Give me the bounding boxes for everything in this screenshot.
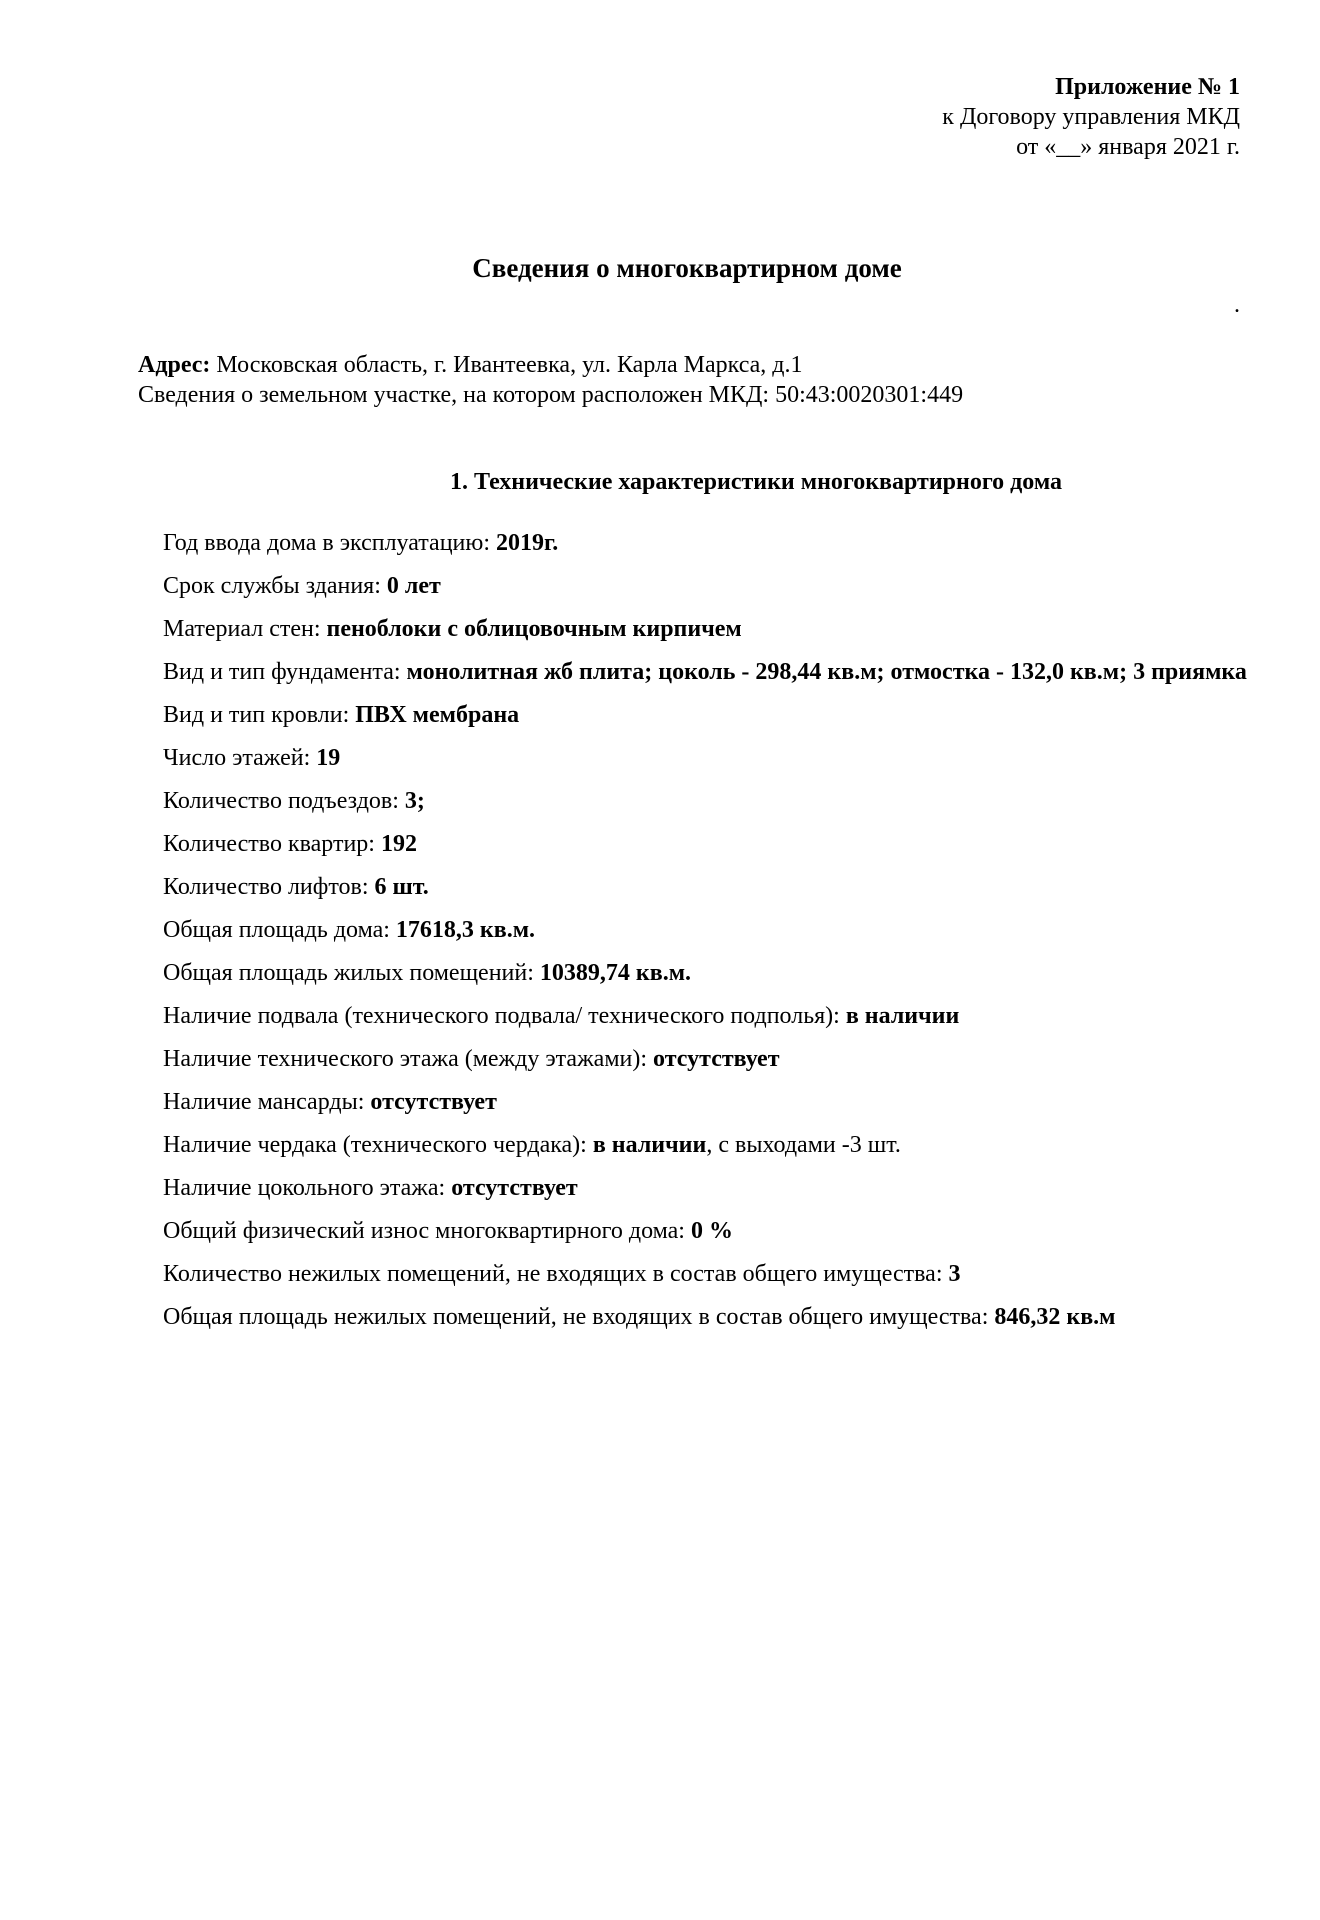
- address-block: [138, 350, 963, 410]
- address-value: Московская область, г. Ивантеевка, ул. Карла Маркса, д.1: [210, 352, 803, 378]
- list-item: [138, 1087, 1248, 1117]
- list-item: [138, 786, 1248, 816]
- list-item: [138, 1173, 1248, 1203]
- list-item: [138, 528, 1248, 558]
- list-item: [138, 1259, 1248, 1289]
- item-value: в наличии: [592, 1132, 707, 1158]
- item-label: Материал стен:: [163, 616, 327, 642]
- list-item: [138, 915, 1248, 945]
- list-item: [138, 571, 1248, 601]
- list-item: [138, 743, 1248, 773]
- item-value: 846,32 кв.м: [994, 1304, 1116, 1330]
- item-label: Наличие технического этажа (между этажами):: [163, 1046, 654, 1072]
- item-value: 3;: [404, 788, 425, 814]
- item-value: пеноблоки с облицовочным кирпичем: [326, 616, 742, 642]
- appendix-contract-line: к Договору управления МКД: [942, 104, 1240, 130]
- item-label: Общая площадь дома:: [163, 917, 396, 943]
- item-label: Год ввода дома в эксплуатацию:: [163, 530, 496, 556]
- section-title: 1. Технические характеристики многоквартирного дома: [449, 469, 1063, 495]
- item-label: Количество лифтов:: [163, 874, 375, 900]
- item-suffix: , с выходами -3 шт.: [706, 1132, 901, 1158]
- list-item: [138, 958, 1248, 988]
- list-item: [138, 1130, 1248, 1160]
- item-value: 2019г.: [496, 530, 559, 556]
- item-label: Наличие подвала (технического подвала/ технического подполья):: [163, 1003, 846, 1029]
- list-item: [138, 1302, 1248, 1332]
- characteristics-list: [138, 528, 1248, 1345]
- item-label: Количество квартир:: [163, 831, 381, 857]
- item-label: Срок службы здания:: [163, 573, 387, 599]
- item-label: Наличие цокольного этажа:: [163, 1175, 452, 1201]
- item-label: Общая площадь нежилых помещений, не входящих в состав общего имущества:: [163, 1304, 995, 1330]
- stray-dot: .: [1234, 292, 1240, 318]
- item-value: 192: [380, 831, 417, 857]
- item-label: Количество подъездов:: [163, 788, 405, 814]
- list-item: [138, 1216, 1248, 1246]
- list-item: [138, 700, 1248, 730]
- appendix-number: Приложение № 1: [1055, 74, 1240, 100]
- land-plot-label: Сведения о земельном участке, на котором расположен МКД:: [138, 382, 776, 408]
- item-value: 0 лет: [386, 573, 441, 599]
- land-plot-line: [138, 380, 963, 410]
- item-label: Наличие чердака (технического чердака):: [163, 1132, 593, 1158]
- list-item: [138, 614, 1248, 644]
- item-value: 17618,3 кв.м.: [395, 917, 536, 943]
- item-value: отсутствует: [451, 1175, 578, 1201]
- item-label: Вид и тип фундамента:: [163, 659, 407, 685]
- item-label: Наличие мансарды:: [163, 1089, 371, 1115]
- address-label: Адрес:: [138, 352, 211, 378]
- item-label: Число этажей:: [163, 745, 317, 771]
- item-value: 6 шт.: [374, 874, 429, 900]
- item-label: Общая площадь жилых помещений:: [163, 960, 540, 986]
- list-item: [138, 829, 1248, 859]
- item-value: монолитная жб плита; цоколь - 298,44 кв.м; отмостка - 132,0 кв.м; 3 приямка: [406, 659, 1247, 685]
- item-label: Вид и тип кровли:: [163, 702, 356, 728]
- list-item: [138, 657, 1248, 687]
- item-value: 10389,74 кв.м.: [539, 960, 692, 986]
- item-value: отсутствует: [653, 1046, 780, 1072]
- document-title: Сведения о многоквартирном доме: [472, 253, 902, 283]
- land-plot-number: 50:43:0020301:449: [775, 382, 964, 408]
- list-item: [138, 872, 1248, 902]
- item-value: 19: [316, 745, 341, 771]
- item-value: отсутствует: [370, 1089, 497, 1115]
- item-label: Общий физический износ многоквартирного дома:: [163, 1218, 691, 1244]
- item-value: ПВХ мембрана: [355, 702, 520, 728]
- list-item: [138, 1044, 1248, 1074]
- item-label: Количество нежилых помещений, не входящих в состав общего имущества:: [163, 1261, 949, 1287]
- appendix-header: [942, 72, 1240, 162]
- item-value: в наличии: [845, 1003, 960, 1029]
- appendix-date-line: от «__» января 2021 г.: [1016, 134, 1240, 160]
- list-item: [138, 1001, 1248, 1031]
- item-value: 0 %: [690, 1218, 733, 1244]
- address-line: [138, 350, 963, 380]
- item-value: 3: [948, 1261, 961, 1287]
